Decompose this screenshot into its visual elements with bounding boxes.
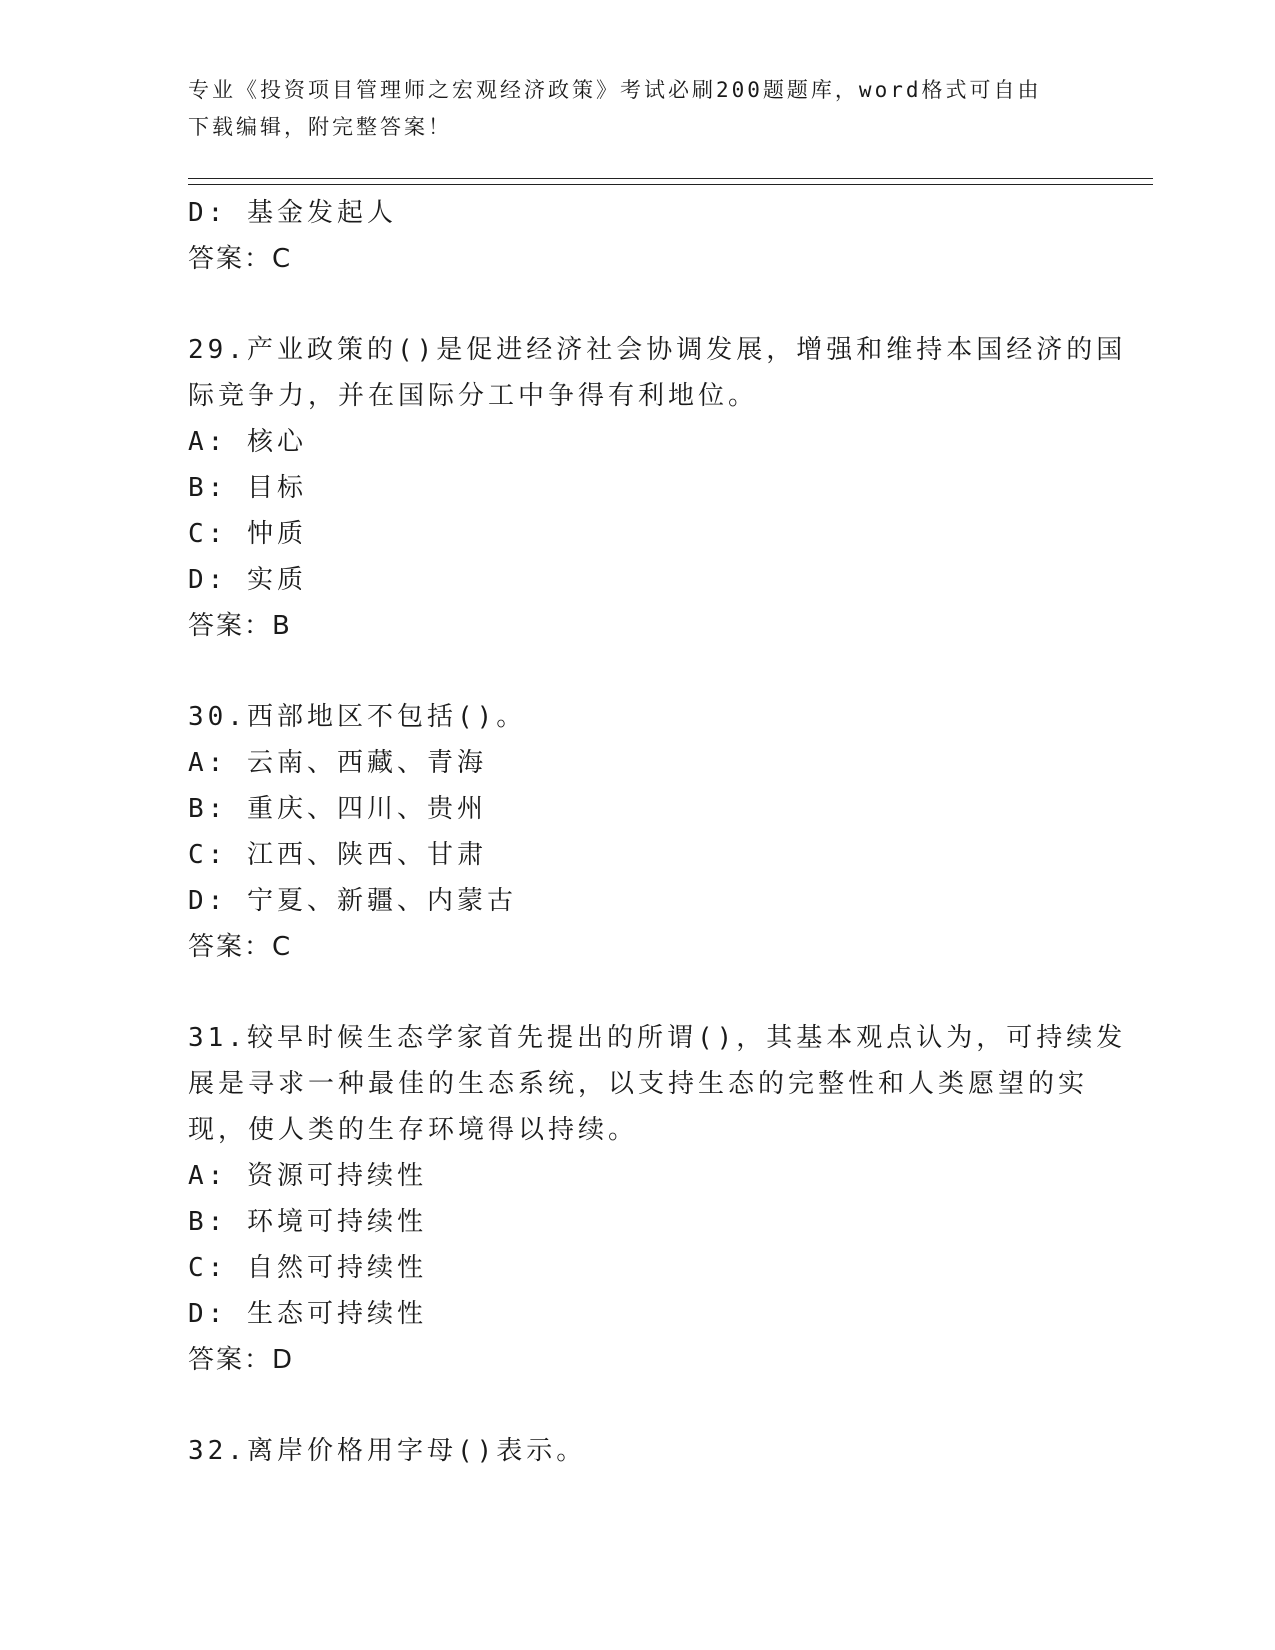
option-b: B: 目标 <box>188 473 307 503</box>
header-divider-bottom <box>188 184 1153 185</box>
answer-line: 答案：B <box>188 611 292 641</box>
document-body <box>188 190 1127 1474</box>
answer-line: 答案：C <box>188 244 293 274</box>
option-a: A: 核心 <box>188 427 307 457</box>
question-text: 展是寻求一种最佳的生态系统，以支持生态的完整性和人类愿望的实 <box>188 1069 1089 1099</box>
spacer <box>188 649 1088 694</box>
question-text: 际竞争力，并在国际分工中争得有利地位。 <box>188 381 759 411</box>
option-b: B: 重庆、四川、贵州 <box>188 794 487 824</box>
option-c: C: 自然可持续性 <box>188 1253 427 1283</box>
question-text: 29.产业政策的()是促进经济社会协调发展，增强和维持本国经济的国 <box>188 335 1127 365</box>
question-32 <box>188 1428 1088 1474</box>
option-d: D: 实质 <box>188 565 307 595</box>
question-31 <box>188 1015 1127 1383</box>
header-line-2: 下载编辑，附完整答案！ <box>188 115 452 139</box>
option-d: D: 基金发起人 <box>188 198 397 228</box>
spacer <box>188 282 1088 327</box>
option-c: C: 忡质 <box>188 519 307 549</box>
question-text: 30.西部地区不包括()。 <box>188 702 527 732</box>
question-text: 32.离岸价格用字母()表示。 <box>188 1436 587 1466</box>
answer-line: 答案：C <box>188 932 293 962</box>
header-line-1: 专业《投资项目管理师之宏观经济政策》考试必刷200题题库，word格式可自由 <box>188 78 1042 102</box>
question-text: 31.较早时候生态学家首先提出的所谓()，其基本观点认为，可持续发 <box>188 1023 1127 1053</box>
document-header <box>188 72 1088 146</box>
question-text: 现，使人类的生存环境得以持续。 <box>188 1115 639 1145</box>
header-divider-top <box>188 178 1153 179</box>
question-30 <box>188 694 1088 970</box>
option-d: D: 宁夏、新疆、内蒙古 <box>188 886 517 916</box>
answer-line: 答案：D <box>188 1345 295 1375</box>
question-29 <box>188 327 1127 649</box>
option-c: C: 江西、陕西、甘肃 <box>188 840 487 870</box>
option-b: B: 环境可持续性 <box>188 1207 427 1237</box>
option-a: A: 资源可持续性 <box>188 1161 427 1191</box>
option-d: D: 生态可持续性 <box>188 1299 427 1329</box>
option-a: A: 云南、西藏、青海 <box>188 748 487 778</box>
spacer <box>188 970 1088 1015</box>
spacer <box>188 1383 1088 1428</box>
